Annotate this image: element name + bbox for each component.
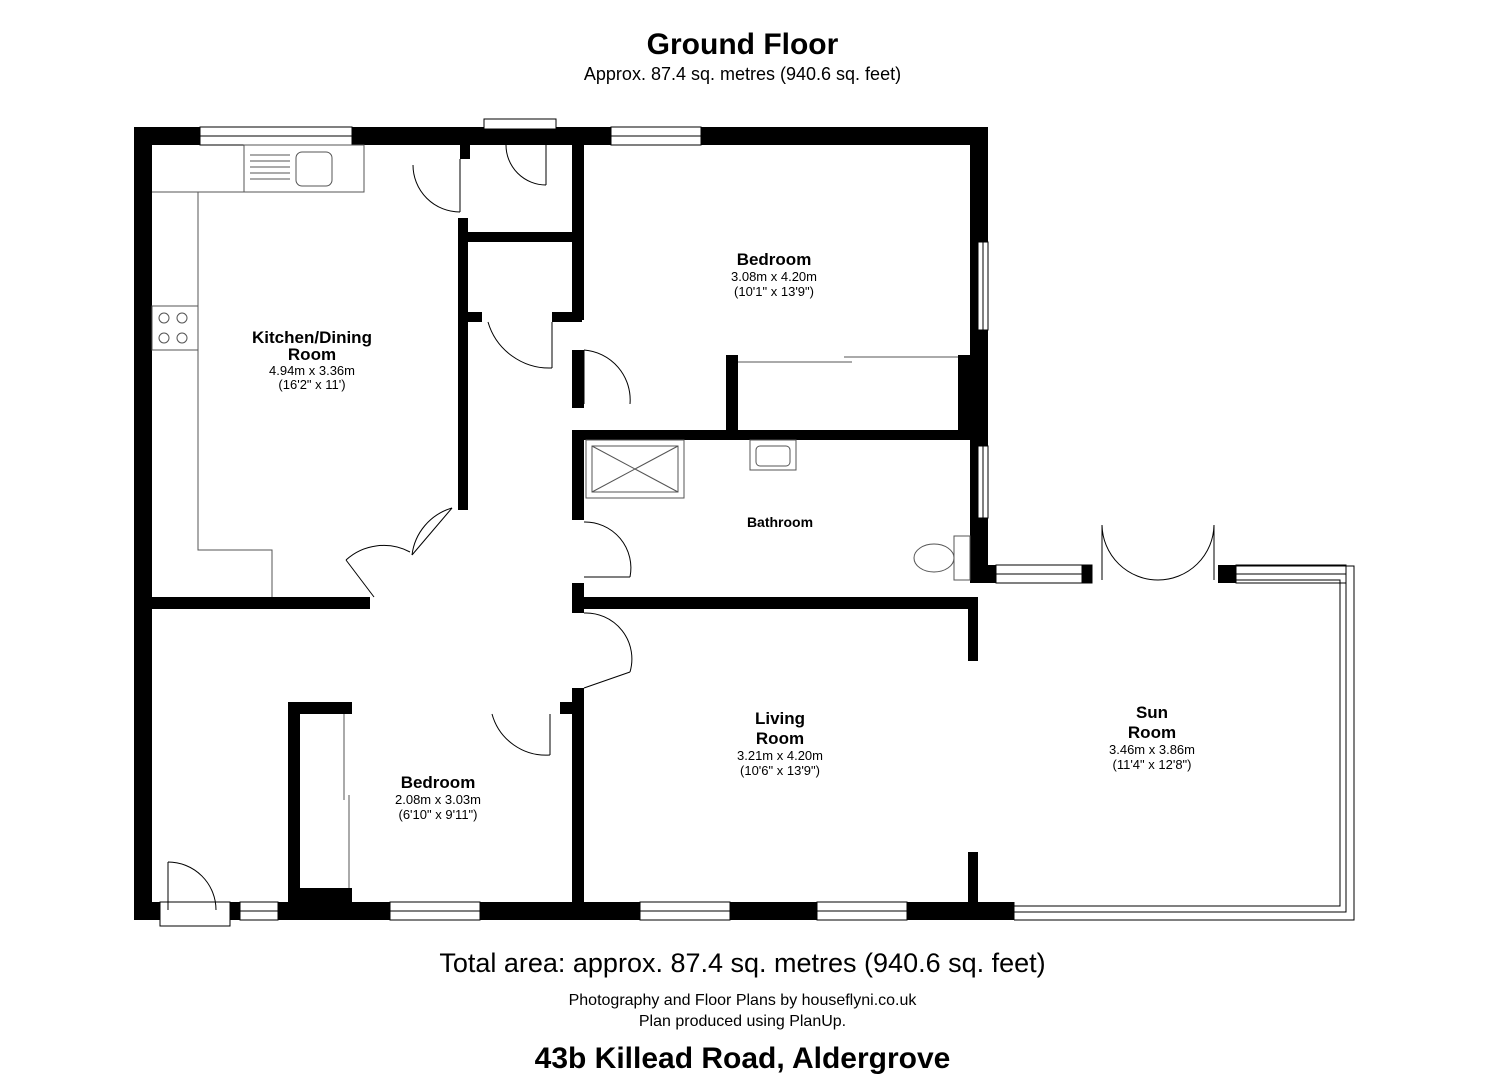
bedroom2-name: Bedroom — [400, 773, 476, 792]
sink-icon — [244, 145, 364, 192]
sun-name-line2: Room — [1127, 723, 1177, 742]
plan-title: Ground Floor — [646, 28, 839, 61]
kitchen-imperial: (16'2" x 11') — [278, 377, 346, 392]
living-imperial: (10'6" x 13'9") — [740, 763, 820, 778]
internal-walls — [152, 145, 978, 902]
bedroom1-imperial: (10'1" x 13'9") — [734, 284, 814, 299]
living-name-line2: Room — [755, 729, 805, 748]
wardrobe-bedroom1 — [738, 357, 958, 362]
property-address: 43b Killead Road, Aldergrove — [534, 1042, 951, 1075]
window-icon — [160, 902, 230, 926]
total-area: Total area: approx. 87.4 sq. metres (940.6 sq. feet) — [439, 948, 1046, 978]
sun-imperial: (11'4" x 12'8") — [1112, 757, 1192, 772]
room-label-bedroom1 — [731, 250, 817, 299]
sun-name-line1: Sun — [1135, 703, 1169, 722]
room-label-bedroom2 — [395, 773, 481, 822]
kitchen-worktop — [152, 145, 272, 597]
room-label-bathroom — [747, 514, 813, 530]
bedroom1-name: Bedroom — [736, 250, 812, 269]
sun-metric: 3.46m x 3.86m — [1109, 742, 1195, 757]
basin-icon — [750, 440, 796, 470]
bathroom-name: Bathroom — [746, 514, 814, 530]
room-label-kitchen — [252, 328, 372, 392]
door-swing-icon — [168, 145, 1214, 910]
shower-tray-icon — [586, 440, 684, 498]
bedroom2-metric: 2.08m x 3.03m — [395, 792, 481, 807]
room-label-living — [737, 709, 823, 778]
kitchen-name-line2: Room — [287, 345, 337, 364]
credit-line: Photography and Floor Plans by houseflyni.co.uk — [568, 992, 917, 1009]
living-metric: 3.21m x 4.20m — [737, 748, 823, 763]
hob-icon — [152, 306, 198, 350]
window-icon — [484, 119, 556, 129]
software-line: Plan produced using PlanUp. — [638, 1013, 847, 1030]
kitchen-metric: 4.94m x 3.36m — [269, 363, 355, 378]
room-label-sun — [1109, 703, 1195, 772]
bedroom1-metric: 3.08m x 4.20m — [731, 269, 817, 284]
toilet-icon — [914, 536, 970, 580]
kitchen-name-line1: Kitchen/Dining — [252, 328, 372, 347]
wardrobe-bedroom2 — [344, 714, 349, 888]
plan-subtitle: Approx. 87.4 sq. metres (940.6 sq. feet) — [583, 64, 902, 84]
living-name-line1: Living — [754, 709, 806, 728]
bedroom2-imperial: (6'10" x 9'11") — [398, 807, 478, 822]
